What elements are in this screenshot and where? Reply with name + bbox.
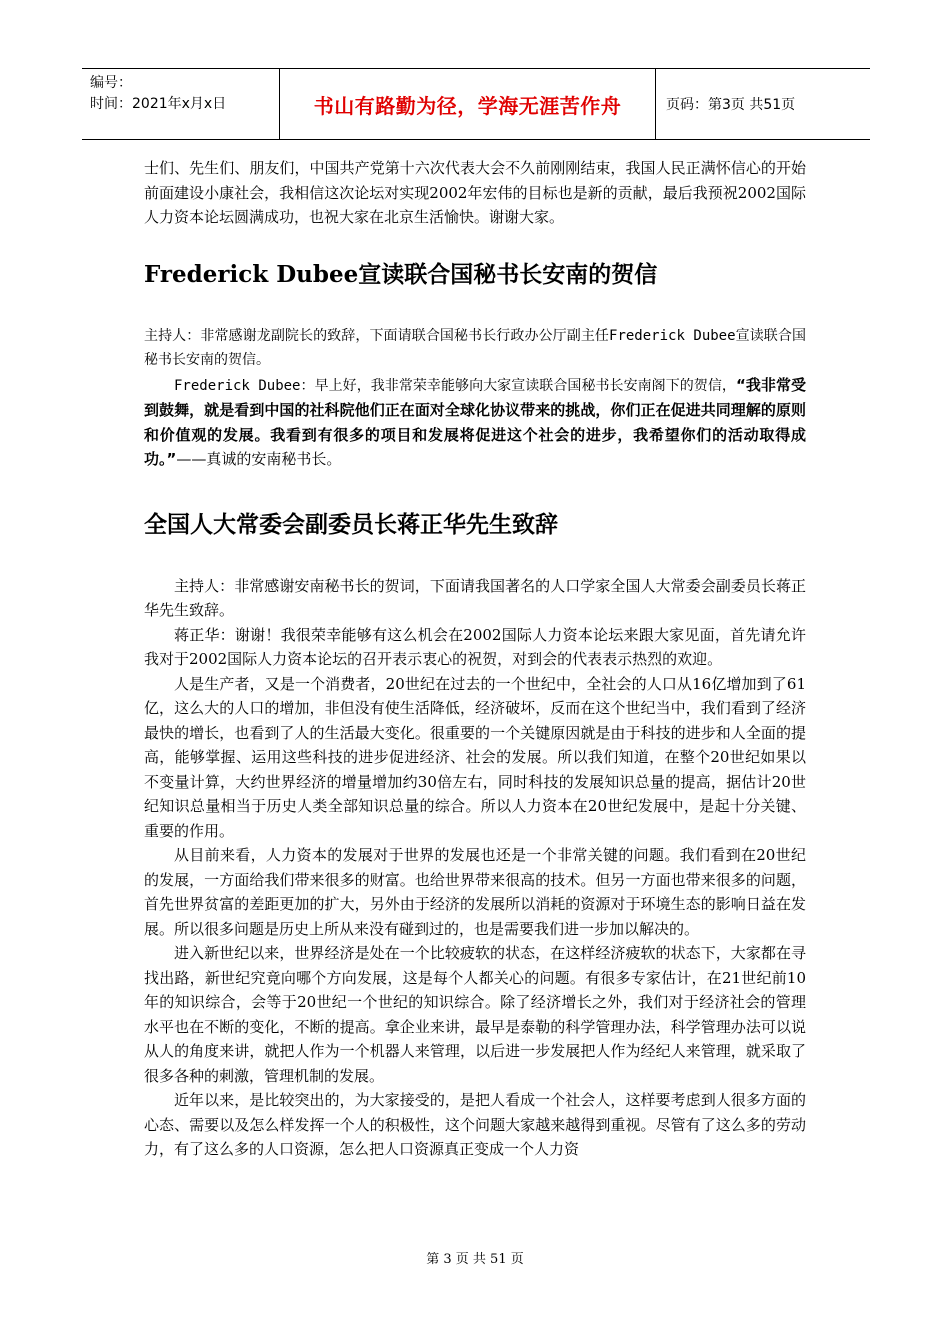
- paragraph: 进入新世纪以来，世界经济是处在一个比较疲软的状态，在这样经济疲软的状态下，大家都在寻找出路，新世纪究竟向哪个方向发展，这是每个人都关心的问题。有很多专家估计，在21世纪前10年的知识综合，会等于20世纪一个世纪的知识综合。除了经济增长之外，我们对于经济社会的管理水平也在不断的变化，不断的提高。拿企业来讲，最早是泰勒的科学管理办法，科学管理办法可以说从人的角度来讲，就把人作为一个机器人来管理，以后进一步发展把人作为经纪人来管理，就采取了很多各种的刺激，管理机制的发展。: [144, 944, 806, 1085]
- paragraph: 从目前来看，人力资本的发展对于世界的发展也还是一个非常关键的问题。我们看到在20世纪的发展，一方面给我们带来很多的财富。也给世界带来很高的技术。但另一方面也带来很多的问题，首先世界贫富的差距更加的扩大，另外由于经济的发展所以消耗的资源对于环境生态的影响日益在发展。所以很多问题是历史上所从来没有碰到过的，也是需要我们进一步加以解决的。: [144, 846, 806, 938]
- paragraph: 蒋正华：谢谢！我很荣幸能够有这么机会在2002国际人力资本论坛来跟大家见面，首先请允许我对于2002国际人力资本论坛的召开表示衷心的祝贺，对到会的代表表示热烈的欢迎。: [144, 625, 806, 668]
- paragraph: 近年以来，是比较突出的，为大家接受的，是把人看成一个社会人，这样要考虑到人很多方面的心态、需要以及怎么样发挥一个人的积极性，这个问题大家越来越得到重视。尽管有了这么多的劳动力，有了这么多的人口资源，怎么把人口资源真正变成一个人力资: [144, 1091, 806, 1158]
- date-label: 时间：2021年x月x日: [90, 96, 227, 112]
- annan-quote: “我非常受到鼓舞，就是看到中国的社科院他们正在面对全球化协议带来的挑战，你们正在促进共同理解的原则和价值观的发展。我看到有很多的项目和发展将促进这个社会的进步，我希望你们的活动取得成功。”: [144, 375, 806, 468]
- section-heading-dubee: Frederick Dubee宣读联合国秘书长安南的贺信: [144, 260, 658, 288]
- speaker-intro: Frederick Dubee：早上好，我非常荣幸能够向大家宣读联合国秘书长安南阁下的贺信，: [174, 377, 736, 394]
- paragraph: 人是生产者，又是一个消费者，20世纪在过去的一个世纪中，全社会的人口从16亿增加到了61亿，这么大的人口的增加，非但没有使生活降低，经济破坏，反而在这个世纪当中，我们看到了经济最快的增长，也看到了人的生活最大变化。很重要的一个关键原因就是由于科技的进步和人全面的提高，能够掌握、运用这些科技的进步促进经济、社会的发展。所以我们知道，在整个20世纪如果以不变量计算，大约世界经济的增量增加约30倍左右，同时科技的发展知识总量的提高，据估计20世纪知识总量相当于历史人类全部知识总量的综合。所以人力资本在20世纪发展中，是起十分关键、重要的作用。: [144, 674, 806, 840]
- header-motto: 书山有路勤为径，学海无涯苦作舟: [280, 69, 656, 139]
- document-body: [144, 156, 806, 1162]
- signoff: ——真诚的安南秘书长。: [176, 450, 342, 468]
- letter-paragraph: [144, 373, 806, 472]
- header-page-info: 页码：第3页 共51页: [666, 97, 796, 113]
- page-footer: 第 3 页 共 51 页: [426, 1252, 524, 1267]
- host-line: 主持人：非常感谢龙副院长的致辞，下面请联合国秘书长行政办公厅副主任Frederick Dubee宣读联合国秘书长安南的贺信。: [144, 327, 806, 368]
- section-heading-jiang: 全国人大常委会副委员长蒋正华先生致辞: [144, 510, 558, 538]
- page-header: [82, 68, 870, 140]
- intro-paragraph: 士们、先生们、朋友们，中国共产党第十六次代表大会不久前刚刚结束，我国人民正满怀信心的开始前面建设小康社会，我相信这次论坛对实现2002年宏伟的目标也是新的贡献，最后我预祝2002国际人力资本论坛圆满成功，也祝大家在北京生活愉快。谢谢大家。: [144, 159, 806, 226]
- number-label: 编号：: [90, 75, 132, 91]
- paragraph: 主持人：非常感谢安南秘书长的贺词，下面请我国著名的人口学家全国人大常委会副委员长蒋正华先生致辞。: [144, 576, 806, 619]
- header-meta-cell: [82, 69, 280, 139]
